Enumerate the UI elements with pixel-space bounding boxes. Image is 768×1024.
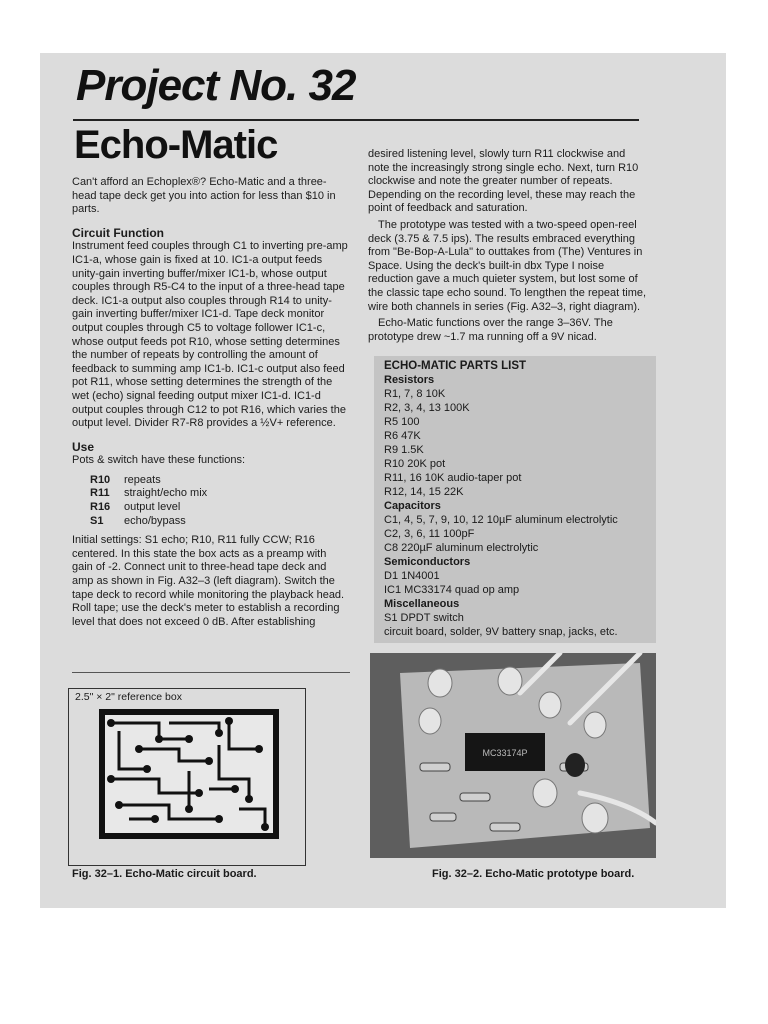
figure-2-caption: Fig. 32–2. Echo-Matic prototype board. (432, 868, 635, 880)
function-row (90, 501, 207, 515)
magazine-page (40, 53, 726, 908)
parts-list-item: C1, 4, 5, 7, 9, 10, 12 10µF aluminum electrolytic (384, 514, 618, 526)
parts-list-item: R1, 7, 8 10K (384, 388, 446, 400)
parts-list-sections (384, 373, 656, 639)
parts-list-item: R9 1.5K (384, 444, 424, 456)
parts-list-item: circuit board, solder, 9V battery snap, jacks, etc. (384, 626, 618, 638)
function-key: R16 (90, 501, 111, 514)
function-value: straight/echo mix (124, 487, 208, 500)
left-column (72, 176, 350, 632)
parts-list-item: C2, 3, 6, 11 100pF (384, 528, 475, 540)
page-subtitle: Echo-Matic (74, 123, 278, 167)
photo-chip-label: MC33174P (482, 748, 528, 758)
circuit-function-text: Instrument feed couples through C1 to inverting pre-amp IC1-a, whose gain is fixed at 10. IC1-a output feeds unity-gain inverting buffer/mixer IC1-b, whose output couples through R5-C4 to the input of a three-head tape deck. IC1-a output also couples through R14 to unity-gain inverting buffer/mixer IC1-d. Tape deck monitor output couples through C5 to voltage follower IC1-c, whose output feeds pot R10, whose setting determines the number of repeats by controlling the amount of feedback to summing amp IC1-b. IC1-c output also feed pot R11, whose setting determines the strength of the wet (echo) signal feeding output mixer IC1-d. IC1-d output couples through C12 to pot R16, which varies the output level. Divider R7-R8 provides a ½V+ reference. (72, 240, 348, 430)
settings-paragraph: Initial settings: S1 echo; R10, R11 fully CCW; R16 centered. In this state the box acts as a preamp with gain of -2. Connect unit to three-head tape deck and amp as shown in Fig. A32–3 (left diagram). Switch the tape deck to record while monitoring the playback head. Roll tape; use the deck's meter to establish a recording level that does not exceed 0 dB. After establishing (72, 534, 345, 628)
function-key: R11 (90, 487, 110, 500)
parts-section-heading: Miscellaneous (384, 598, 460, 610)
prototype-board-photo (370, 653, 656, 858)
parts-list-title: ECHO-MATIC PARTS LIST (384, 360, 527, 372)
parts-list-item: C8 220µF aluminum electrolytic (384, 542, 539, 554)
photo-dark-capacitor (565, 753, 585, 777)
circuit-board-figure (68, 688, 306, 866)
function-key: R10 (90, 473, 111, 486)
parts-list-item: R10 20K pot (384, 458, 446, 470)
parts-list-item: R12, 14, 15 22K (384, 486, 464, 498)
parts-section-heading: Semiconductors (384, 556, 471, 568)
parts-list-item: R6 47K (384, 430, 421, 442)
function-row (90, 474, 207, 488)
functions-table (90, 474, 207, 528)
column-rule (72, 672, 350, 673)
parts-section-heading: Capacitors (384, 500, 441, 512)
right-column (368, 148, 648, 347)
circuit-function-heading: Circuit Function (72, 225, 164, 240)
parts-list-item: D1 1N4001 (384, 570, 440, 582)
figure-1-caption: Fig. 32–1. Echo-Matic circuit board. (72, 868, 257, 880)
use-heading: Use (72, 439, 95, 454)
prototype-photo-drawing (370, 653, 656, 858)
reference-box-label: 2.5" × 2" reference box (75, 691, 182, 703)
parts-list-item: R2, 3, 4, 13 100K (384, 402, 470, 414)
function-value: output level (124, 501, 181, 514)
use-intro: Pots & switch have these functions: (72, 454, 246, 467)
parts-list-item: S1 DPDT switch (384, 612, 464, 624)
parts-list-item: IC1 MC33174 quad op amp (384, 584, 520, 596)
function-row (90, 515, 207, 529)
function-key: S1 (90, 514, 104, 527)
title-rule (73, 119, 639, 121)
right-paragraph-1: desired listening level, slowly turn R11 clockwise and note the increasingly strong single echo. Next, turn R10 clockwise and note the greater number of repeats. Depending on the recording level, these may reach the point of feedback and saturation. (368, 148, 639, 215)
function-value: repeats (124, 473, 161, 486)
right-paragraph-3: Echo-Matic functions over the range 3–36V. The prototype drew ~1.7 ma running off a 9V nicad. (368, 317, 613, 343)
intro-paragraph: Can't afford an Echoplex®? Echo-Matic and a three-head tape deck get you into action for less than $10 in parts. (72, 176, 336, 216)
function-row (90, 487, 207, 501)
parts-section-heading: Resistors (384, 374, 435, 386)
page-title: Project No. 32 (76, 61, 356, 110)
parts-list-item: R5 100 (384, 416, 420, 428)
parts-list-box (374, 356, 656, 643)
right-paragraph-2: The prototype was tested with a two-speed open-reel deck (3.75 & 7.5 ips). The results embraced everything from "Be-Bop-A-Lula" to outtakes from (The) Ventures in Space. Using the deck's built-in dbx Type I noise reduction gave a much quieter system, but lost some of the classic tape echo sound. To lengthen the repeat time, wire both channels in series (Fig. A32–3, right diagram). (368, 218, 647, 313)
circuit-board-drawing (99, 709, 279, 839)
function-value: echo/bypass (124, 514, 186, 527)
parts-list-item: R11, 16 10K audio-taper pot (384, 472, 522, 484)
